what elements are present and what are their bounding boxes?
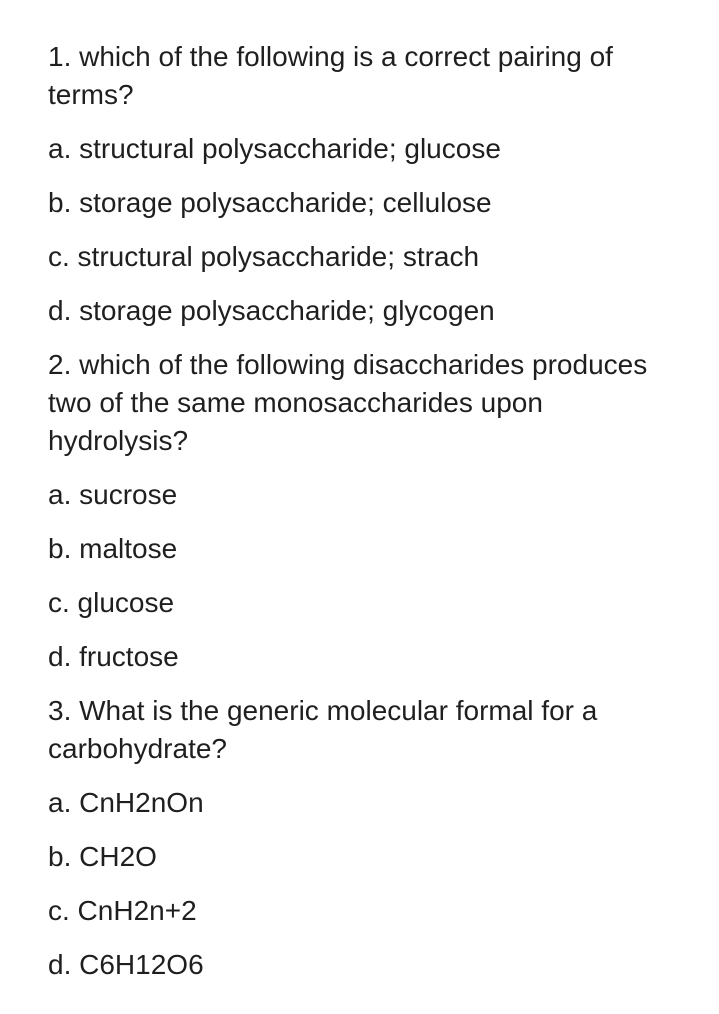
question-3-option-d: d. C6H12O6 xyxy=(48,949,204,980)
question-3-option-a: a. CnH2nOn xyxy=(48,787,204,818)
question-1-option-a: a. structural polysaccharide; glucose xyxy=(48,133,501,164)
question-3-option-b: b. CH2O xyxy=(48,841,157,872)
question-3-prompt: 3. What is the generic molecular formal for a carbohydrate? xyxy=(48,695,598,764)
question-2-option-b: b. maltose xyxy=(48,533,178,564)
quiz-document xyxy=(48,38,688,1000)
question-2-option-c: c. glucose xyxy=(48,587,175,618)
question-2-prompt: 2. which of the following disaccharides produces two of the same monosaccharides upon hydrolysis? xyxy=(48,349,648,456)
question-1-option-d: d. storage polysaccharide; glycogen xyxy=(48,295,495,326)
question-1-option-b: b. storage polysaccharide; cellulose xyxy=(48,187,492,218)
question-1-option-c: c. structural polysaccharide; strach xyxy=(48,241,480,272)
question-2-option-a: a. sucrose xyxy=(48,479,178,510)
question-3-option-c: c. CnH2n+2 xyxy=(48,895,197,926)
question-1-prompt: 1. which of the following is a correct pairing of terms? xyxy=(48,41,613,110)
question-2-option-d: d. fructose xyxy=(48,641,179,672)
